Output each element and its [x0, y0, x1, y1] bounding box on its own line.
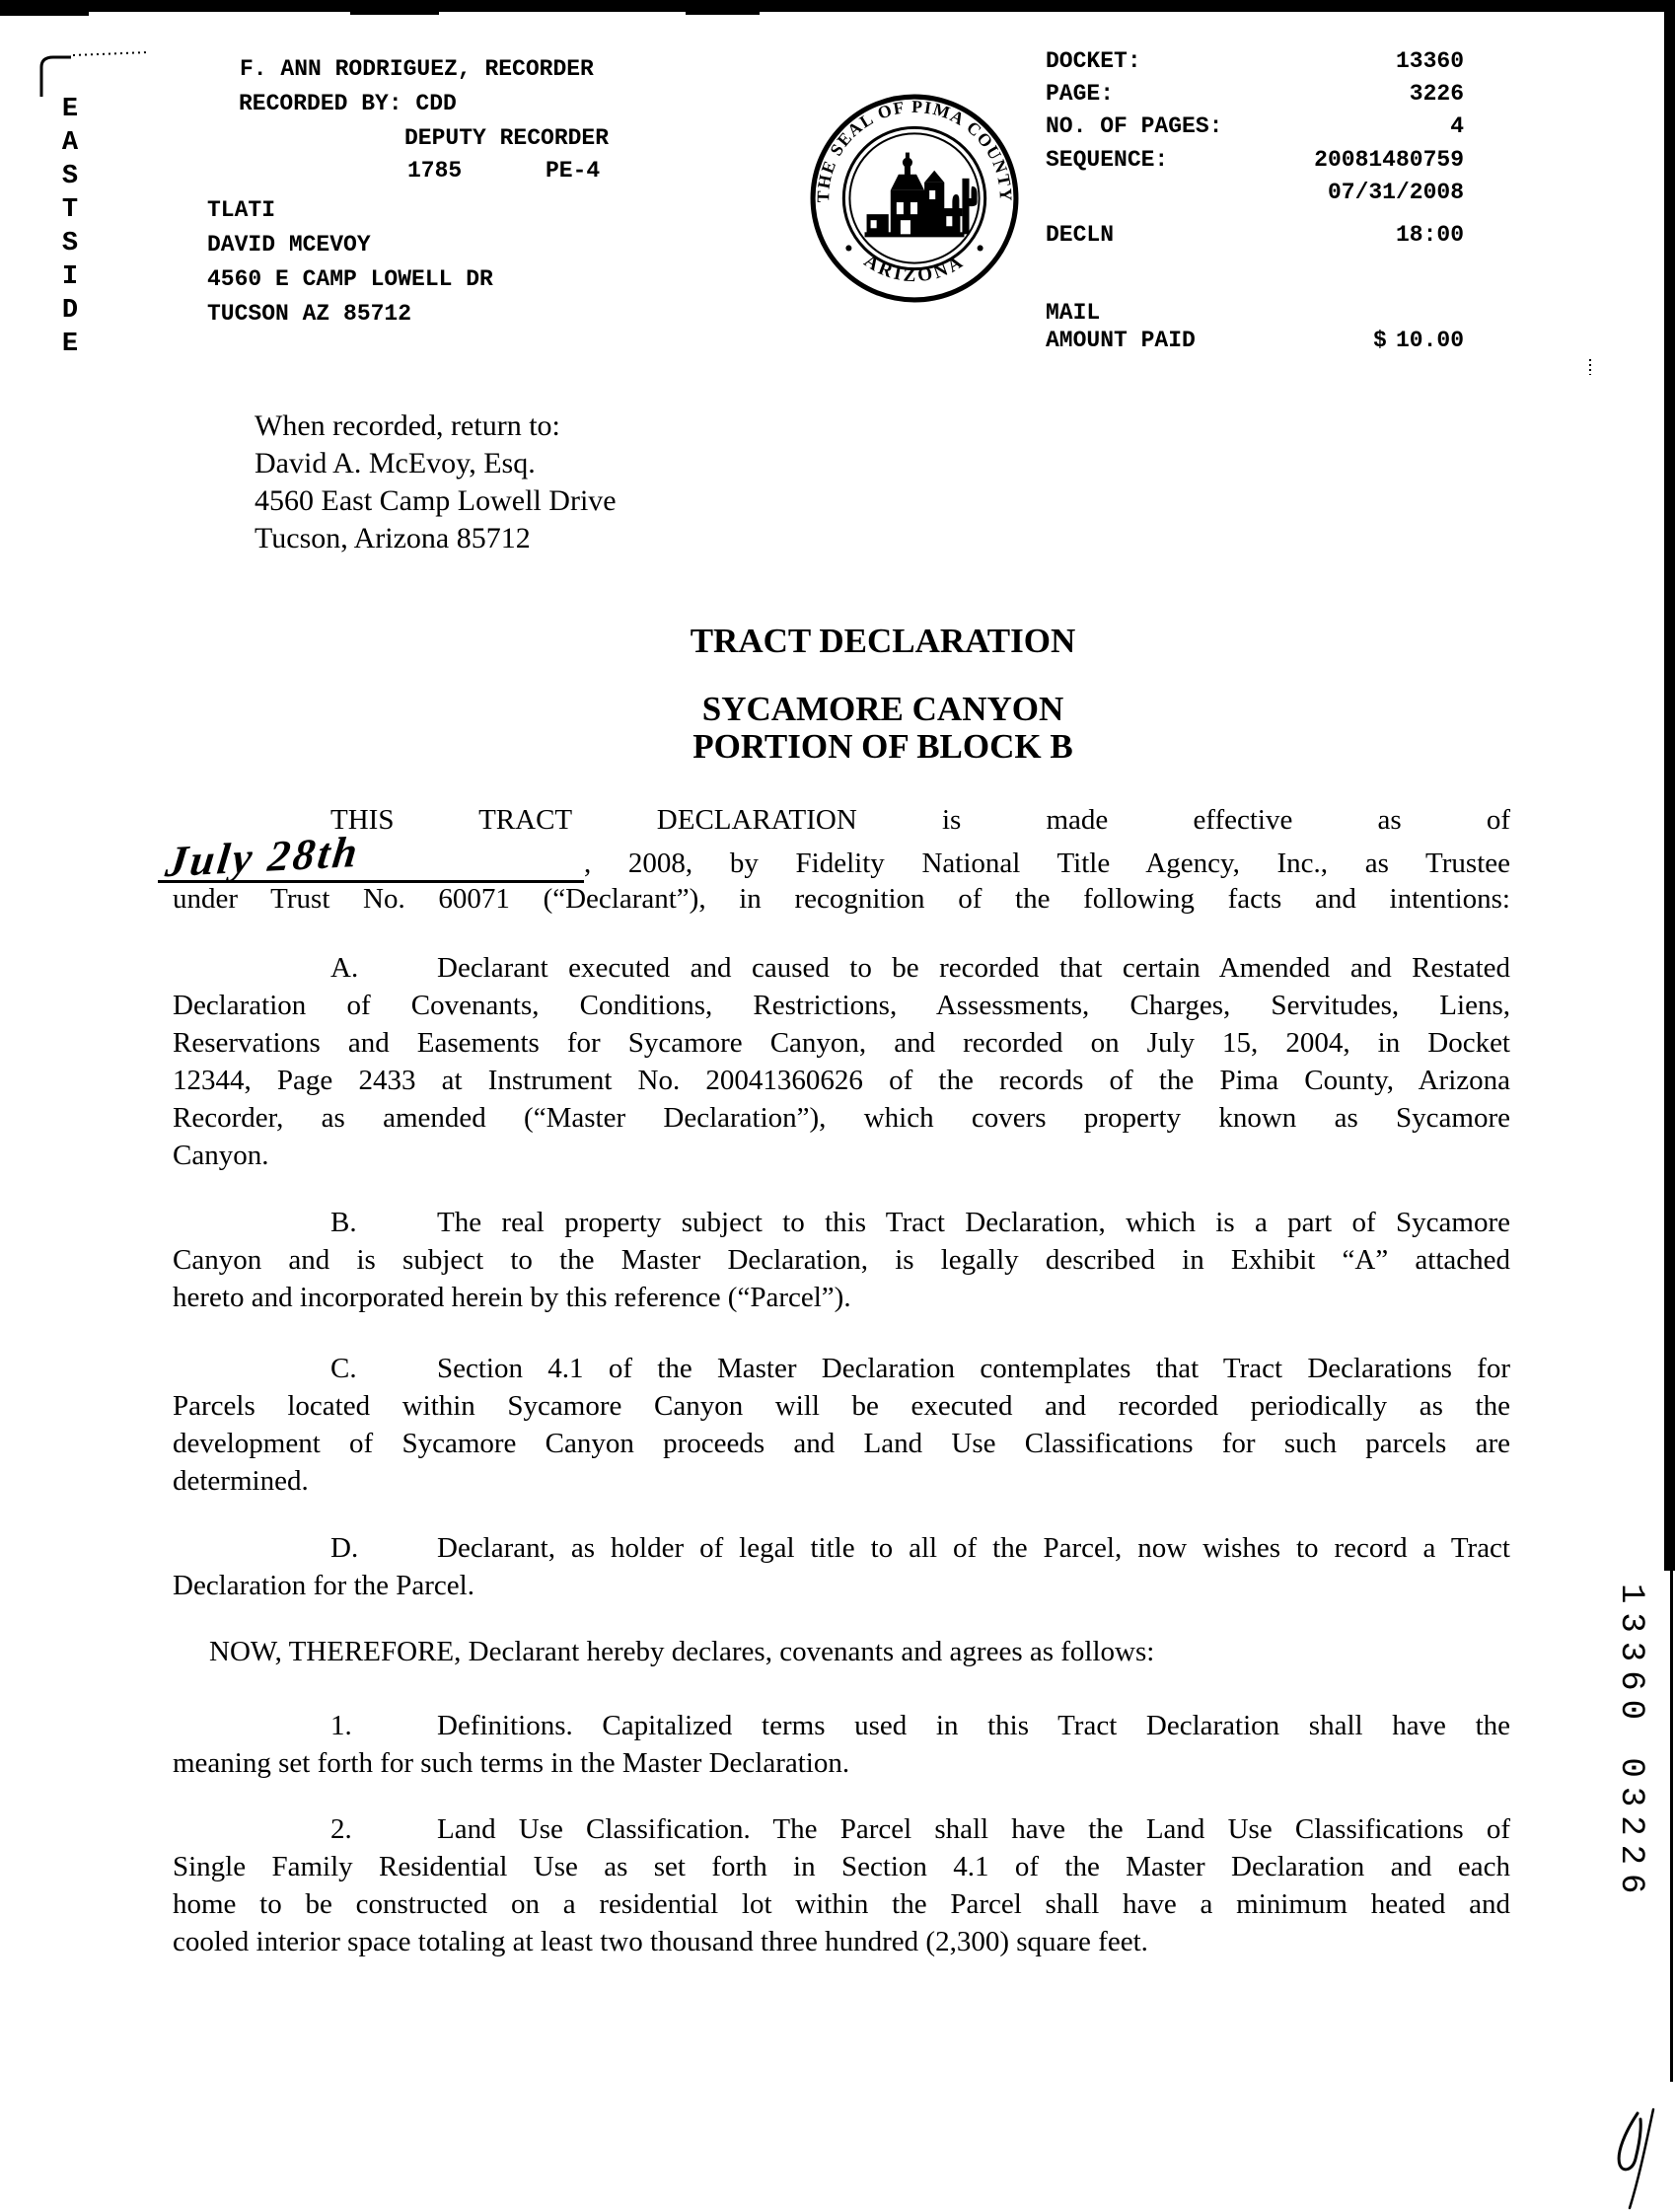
addressee-name: DAVID MCEVOY	[207, 232, 371, 258]
eastside-letter: S	[61, 229, 79, 258]
paragraph-line: Canyon.	[173, 1140, 269, 1171]
docket-row-label: DOCKET:	[1046, 48, 1141, 74]
paragraph-line: development of Sycamore Canyon proceeds and Land Use Classifications for such parcels are	[173, 1428, 1510, 1459]
docket-row	[1046, 80, 1464, 108]
corner-bracket-mark	[30, 47, 168, 107]
paragraph-line: Recorder, as amended (“Master Declaration”), which covers property known as Sycamore	[173, 1102, 1510, 1134]
scan-artifact-top-bar	[0, 0, 1675, 12]
paragraph-line: Canyon and is subject to the Master Declaration, is legally described in Exhibit “A” attached	[173, 1244, 1510, 1276]
docket-row	[1046, 146, 1464, 174]
docket-row-value: 20081480759	[1314, 147, 1464, 173]
svg-text:THE SEAL OF PIMA COUNTY: THE SEAL OF PIMA COUNTY	[813, 96, 1016, 203]
seal-building-art	[865, 153, 978, 238]
deputy-code: PE-4	[546, 158, 601, 184]
eastside-letter: E	[61, 95, 79, 124]
paragraph-line: hereto and incorporated herein by this reference (“Parcel”).	[173, 1282, 851, 1313]
return-address-line: 4560 East Camp Lowell Drive	[255, 484, 617, 517]
rotated-docket-page-numbers: 13360 03226	[1612, 1584, 1649, 1903]
paragraph-line: cooled interior space totaling at least two thousand three hundred (2,300) square feet.	[173, 1926, 1148, 1957]
deputy-number: 1785	[407, 158, 463, 184]
recorded-by-line: RECORDED BY: CDD	[239, 91, 457, 116]
handwritten-date: July 28th	[163, 827, 363, 887]
docket-row-value: 10.00	[1395, 328, 1464, 353]
paragraph-line: NOW, THEREFORE, Declarant hereby declares, covenants and agrees as follows:	[209, 1636, 1155, 1667]
paragraph-line: determined.	[173, 1465, 309, 1497]
eastside-letter: E	[61, 330, 79, 359]
subtitle-line-2: PORTION OF BLOCK B	[692, 727, 1073, 766]
addressee-street: 4560 E CAMP LOWELL DR	[207, 266, 493, 292]
paragraph-land-use	[173, 1810, 1510, 1960]
paragraph-line: Parcels located within Sycamore Canyon will be executed and recorded periodically as the	[173, 1390, 1510, 1422]
eastside-letter: A	[61, 128, 79, 158]
scan-artifact-bump	[350, 12, 439, 15]
docket-row-label: DECLN	[1046, 222, 1115, 248]
document-subtitle	[173, 691, 1593, 766]
paragraph-line: 1. Definitions. Capitalized terms used in this Tract Declaration shall have the	[173, 1707, 1510, 1744]
docket-row	[1046, 112, 1464, 140]
paragraph-now-therefore	[173, 1633, 1510, 1670]
paragraph-line: Declaration for the Parcel.	[173, 1570, 474, 1601]
svg-text:ARIZONA: ARIZONA	[860, 250, 969, 287]
paragraph-label: A.	[330, 952, 359, 984]
paragraph-line: 12344, Page 2433 at Instrument No. 20041360626 of the records of the Pima County, Arizona	[173, 1065, 1510, 1096]
eastside-letter: S	[61, 162, 79, 191]
docket-row	[1046, 299, 1464, 327]
eastside-letter: I	[61, 262, 79, 292]
docket-row-value: 13360	[1395, 48, 1464, 74]
vertical-eastside-label	[53, 93, 87, 361]
return-address-block	[255, 407, 617, 557]
docket-row-value: 18:00	[1395, 222, 1464, 248]
paragraph-label: B.	[330, 1207, 357, 1238]
scan-artifact-bump	[686, 12, 760, 15]
paragraph-recital-a	[173, 949, 1510, 1174]
paragraph-line: A. Declarant executed and caused to be recorded that certain Amended and Restated	[173, 949, 1510, 987]
intro-line-1: THIS TRACT DECLARATION is made effective as of	[330, 804, 1510, 836]
scan-artifact-right-bar	[1664, 0, 1675, 1571]
paragraph-line: home to be constructed on a residential lot within the Parcel shall have a minimum heated and	[173, 1888, 1510, 1920]
paragraph-line: B. The real property subject to this Tract Declaration, which is a part of Sycamore	[173, 1204, 1510, 1241]
paragraph-definitions	[173, 1707, 1510, 1782]
paragraph-label: C.	[330, 1353, 357, 1384]
eastside-letter: T	[61, 195, 79, 225]
subtitle-line-1: SYCAMORE CANYON	[701, 690, 1064, 728]
currency-symbol: $	[1373, 328, 1387, 353]
scan-artifact-dots	[1589, 359, 1591, 375]
docket-row	[1046, 179, 1464, 206]
docket-row-value: 4	[1450, 113, 1464, 139]
paragraph-label: D.	[330, 1532, 359, 1564]
eastside-letter: D	[61, 296, 79, 326]
intro-line-3: under Trust No. 60071 (“Declarant”), in recognition of the following facts and intentions:	[173, 883, 1510, 915]
return-address-line: Tucson, Arizona 85712	[255, 522, 531, 554]
tlati-line: TLATI	[207, 197, 276, 223]
paragraph-line: C. Section 4.1 of the Master Declaration contemplates that Tract Declarations for	[173, 1350, 1510, 1387]
docket-row-label: PAGE:	[1046, 81, 1115, 107]
return-address-line: David A. McEvoy, Esq.	[255, 447, 536, 479]
paragraph-line: Reservations and Easements for Sycamore Canyon, and recorded on July 15, 2004, in Docket	[173, 1027, 1510, 1059]
docket-row	[1046, 327, 1464, 354]
recorder-name-line: F. ANN RODRIGUEZ, RECORDER	[240, 56, 594, 82]
paragraph-line: 2. Land Use Classification. The Parcel shall have the Land Use Classifications of	[173, 1810, 1510, 1848]
paragraph-recital-b	[173, 1204, 1510, 1316]
deputy-recorder-line: DEPUTY RECORDER	[404, 125, 610, 151]
docket-row-label: NO. OF PAGES:	[1046, 113, 1223, 139]
scan-artifact-bump	[0, 12, 89, 16]
docket-row-label: MAIL	[1046, 300, 1101, 326]
pima-county-seal	[807, 91, 1022, 306]
document-title: TRACT DECLARATION	[690, 622, 1076, 660]
intro-line-2	[158, 827, 1510, 887]
addressee-city: TUCSON AZ 85712	[207, 301, 412, 327]
scan-artifact-right-line	[1670, 1571, 1673, 2082]
paragraph-line: D. Declarant, as holder of legal title to all of the Parcel, now wishes to record a Tract	[173, 1529, 1510, 1567]
intro-line-2-text: , 2008, by Fidelity National Title Agency, Inc., as Trustee	[584, 848, 1510, 879]
paragraph-label: 2.	[330, 1813, 352, 1845]
paragraph-label: 1.	[330, 1710, 352, 1741]
paragraph-recital-d	[173, 1529, 1510, 1604]
docket-row-label: AMOUNT PAID	[1046, 328, 1196, 353]
docket-row-label: SEQUENCE:	[1046, 147, 1169, 173]
date-blank-underline	[158, 827, 584, 887]
paragraph-line: meaning set forth for such terms in the Master Declaration.	[173, 1747, 850, 1779]
return-address-line: When recorded, return to:	[255, 409, 560, 442]
paragraph-line: Single Family Residential Use as set forth in Section 4.1 of the Master Declaration and each	[173, 1851, 1510, 1882]
docket-row	[1046, 221, 1464, 249]
docket-row-value: 07/31/2008	[1327, 180, 1464, 205]
handwritten-squiggle-mark	[1596, 2107, 1675, 2212]
docket-row	[1046, 47, 1464, 75]
paragraph-recital-c	[173, 1350, 1510, 1500]
docket-row-value: 3226	[1409, 81, 1464, 107]
docket-info-block	[1046, 43, 1464, 369]
paragraph-line: Declaration of Covenants, Conditions, Restrictions, Assessments, Charges, Servitudes, Liens,	[173, 990, 1510, 1021]
